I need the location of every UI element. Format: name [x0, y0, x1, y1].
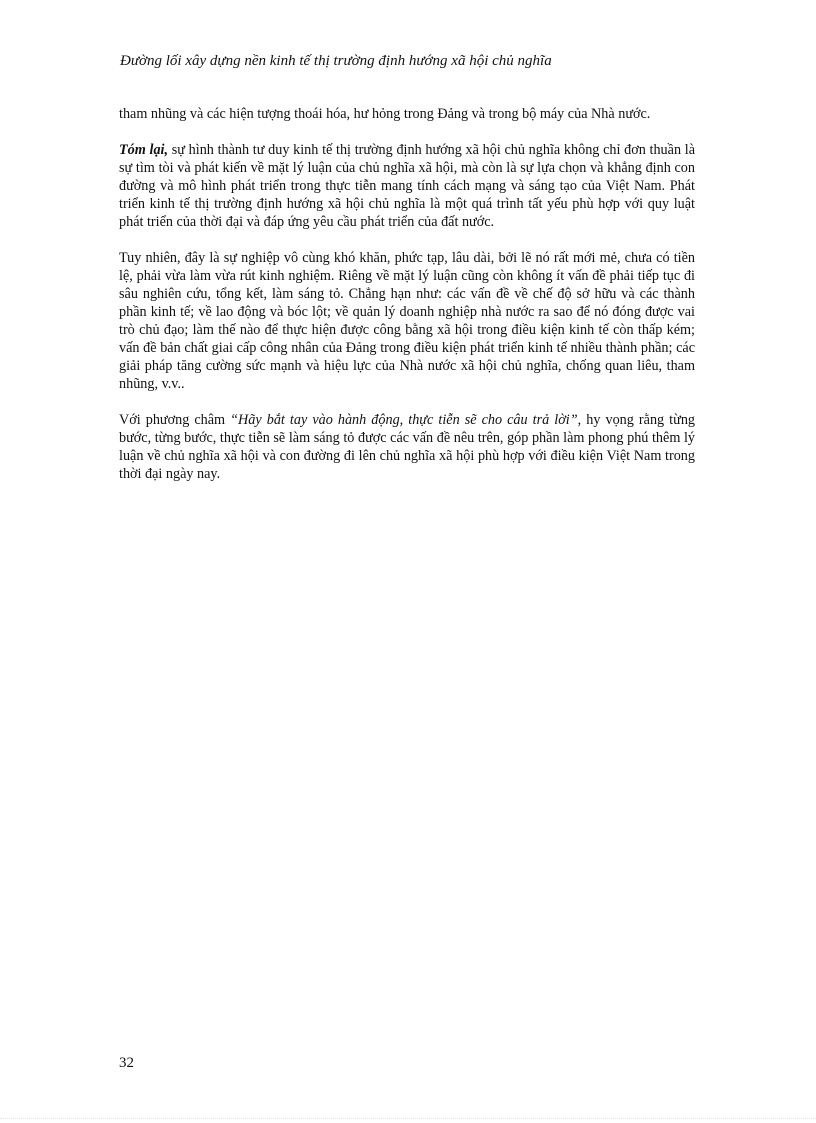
paragraph-4-text: , hy vọng rằng từng bước, từng bước, thực tiễn sẽ làm sáng tỏ được các vấn đề nêu trên, góp phần làm phong phú thêm lý luận về chủ nghĩa xã hội và con đường đi lên chủ nghĩa xã hội phù hợp với điều kiện Việt Nam trong thời đại ngày nay.	[119, 412, 696, 482]
paragraph-4	[119, 411, 695, 483]
paragraph-2	[119, 141, 695, 231]
paragraph-2-lead: Tóm lại,	[119, 142, 169, 158]
paragraph-2-text: sự hình thành tư duy kinh tế thị trường định hướng xã hội chủ nghĩa không chỉ đơn thuần là sự tìm tòi và phát kiến về mặt lý luận của chủ nghĩa xã hội, mà còn là sự lựa chọn và khẳng định con đường và mô hình phát triển trong thực tiễn mang tính cách mạng và sáng tạo của Việt Nam. Phát triển kinh tế thị trường định hướng xã hội chủ nghĩa là một quá trình tất yếu phù hợp với quy luật phát triển của thời đại và đáp ứng yêu cầu phát triển của đất nước.	[119, 142, 695, 230]
paragraph-4-prefix: Với phương châm	[119, 412, 231, 428]
page-number: 32	[119, 1055, 134, 1071]
paragraph-1	[119, 105, 695, 123]
paragraph-3-text: Tuy nhiên, đây là sự nghiệp vô cùng khó khăn, phức tạp, lâu dài, bởi lẽ nó rất mới mẻ, chưa có tiền lệ, phải vừa làm vừa rút kinh nghiệm. Riêng về mặt lý luận cũng còn không ít vấn đề phải tiếp tục đi sâu nghiên cứu, tổng kết, làm sáng tỏ. Chẳng hạn như: các vấn đề về chế độ sở hữu và các thành phần kinh tế; về lao động và bóc lột; về quản lý doanh nghiệp nhà nước ra sao để nó đóng được vai trò chủ đạo; làm thế nào để thực hiện được công bằng xã hội trong điều kiện kinh tế còn thấp kém; vấn đề bản chất giai cấp công nhân của Đảng trong điều kiện phát triển kinh tế nhiều thành phần; các giải pháp tăng cường sức mạnh và hiệu lực của Nhà nước xã hội chủ nghĩa, chống quan liêu, tham nhũng, v.v..	[119, 250, 695, 392]
running-header: Đường lối xây dựng nền kinh tế thị trường định hướng xã hội chủ nghĩa	[120, 53, 552, 69]
paragraph-1-text: tham nhũng và các hiện tượng thoái hóa, hư hỏng trong Đảng và trong bộ máy của Nhà nước.	[119, 106, 651, 122]
document-body	[119, 105, 695, 483]
paragraph-3	[119, 249, 695, 393]
page-edge-divider	[0, 1118, 816, 1119]
paragraph-4-quote: “Hãy bắt tay vào hành động, thực tiễn sẽ cho câu trả lời”	[230, 412, 578, 428]
